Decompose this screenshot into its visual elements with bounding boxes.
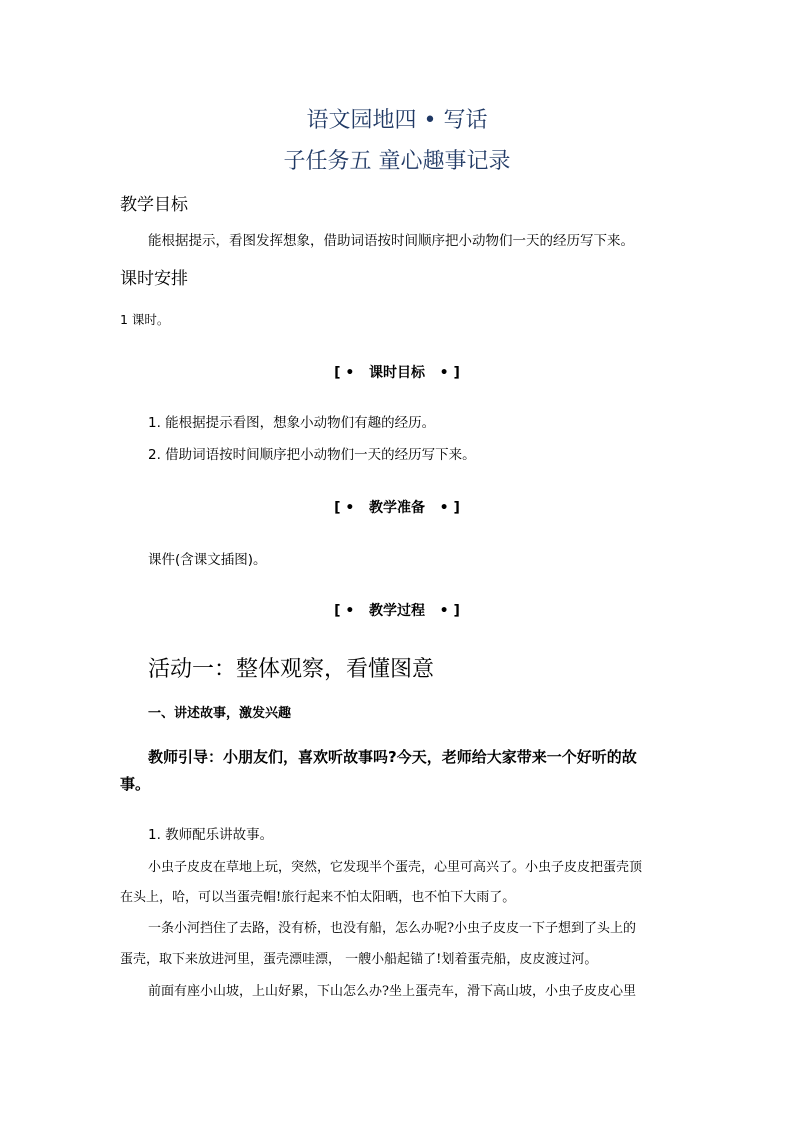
story-line: 前面有座小山坡，上山好累，下山怎么办?坐上蛋壳车，滑下高山坡，小虫子皮皮心里 bbox=[148, 984, 636, 999]
guide-line-2: 事。 bbox=[120, 775, 151, 793]
sub-heading: 一、讲述故事，激发兴趣 bbox=[148, 706, 292, 721]
story-line: 一条小河挡住了去路，没有桥，也没有船，怎么办呢?小虫子皮皮一下子想到了头上的 bbox=[148, 921, 636, 936]
story-line: 蛋壳，取下来放进河里，蛋壳漂哇漂， 一艘小船起锚了!划着蛋壳船，皮皮渡过河。 bbox=[120, 952, 598, 967]
section-title: 课时目标 bbox=[369, 365, 425, 381]
goals-heading: 教学目标 bbox=[120, 195, 188, 215]
bracket-close: • ] bbox=[439, 603, 460, 619]
list-item: 2. 借助词语按时间顺序把小动物们一天的经历写下来。 bbox=[148, 447, 476, 463]
section-title: 教学过程 bbox=[369, 603, 425, 619]
bracket-open: [ • bbox=[334, 603, 355, 619]
hours-text: 1 课时。 bbox=[120, 312, 170, 327]
section-title: 教学准备 bbox=[369, 500, 425, 516]
list-item: 1. 能根据提示看图，想象小动物们有趣的经历。 bbox=[148, 415, 436, 431]
hours-heading: 课时安排 bbox=[120, 269, 188, 289]
section-prep bbox=[0, 497, 794, 517]
bracket-open: [ • bbox=[334, 500, 355, 516]
goals-text: 能根据提示，看图发挥想象，借助词语按时间顺序把小动物们一天的经历写下来。 bbox=[148, 233, 634, 249]
story-line: 在头上，哈，可以当蛋壳帽!旅行起来不怕太阳晒，也不怕下大雨了。 bbox=[120, 890, 516, 905]
doc-subtitle: 子任务五 童心趣事记录 bbox=[283, 149, 511, 174]
prep-text: 课件(含课文插图)。 bbox=[148, 552, 267, 568]
activity-heading: 活动一：整体观察，看懂图意 bbox=[148, 657, 435, 682]
story-line: 小虫子皮皮在草地上玩，突然，它发现半个蛋壳，心里可高兴了。小虫子皮皮把蛋壳顶 bbox=[148, 860, 643, 875]
step-1: 1. 教师配乐讲故事。 bbox=[148, 827, 274, 843]
section-lesson-goals bbox=[0, 362, 794, 382]
guide-line-1: 教师引导：小朋友们，喜欢听故事吗?今天，老师给大家带来一个好听的故 bbox=[148, 748, 637, 766]
doc-title: 语文园地四 • 写话 bbox=[306, 108, 488, 133]
bracket-close: • ] bbox=[439, 500, 460, 516]
section-process bbox=[0, 600, 794, 620]
bracket-close: • ] bbox=[439, 365, 460, 381]
bracket-open: [ • bbox=[334, 365, 355, 381]
